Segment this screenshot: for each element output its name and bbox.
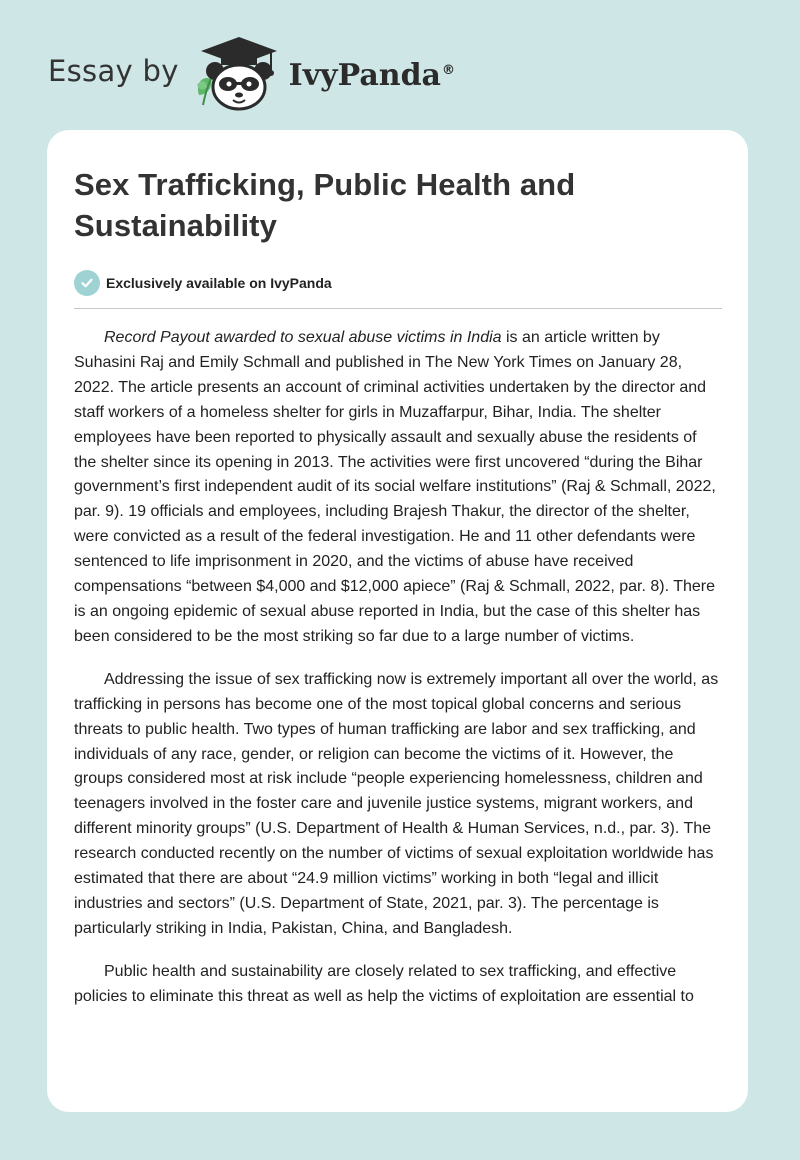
paragraph-1 xyxy=(74,326,722,650)
essay-title: Sex Trafficking, Public Health and Sustainability xyxy=(74,167,576,243)
ivypanda-wordmark xyxy=(289,58,455,93)
checkmark-circle-icon xyxy=(74,270,100,296)
brand-name-text: IvyPanda xyxy=(288,57,441,93)
paragraph-3: Public health and sustainability are closely related to sex trafficking, and effective policies to eliminate this threat as well as help the victims of exploitation are essential to xyxy=(74,962,694,1005)
essay-body xyxy=(74,326,722,1010)
exclusive-badge xyxy=(74,270,722,296)
paragraph-1-text: is an article written by Suhasini Raj and Emily Schmall and published in The New York Times on January 28, 2022. The article presents an account of criminal activities undertaken by the director and staff workers of a homeless shelter for girls in Muzaffarpur, Bihar, India. The shelter employees have been reported to physically assault and sexually abuse the residents of the shelter since its opening in 2013. The activities were first uncovered “during the Bihar government’s first independent audit of its social welfare institutions” (Raj & Schmall, 2022, par. 9). 19 officials and employees, including Brajesh Thakur, the director of the shelter, were convicted as a result of the federal investigation. He and 11 other defendants were sentenced to life imprisonment in 2020, and the victims of abuse have received compensations “between $4,000 and $12,000 apiece” (Raj & Schmall, 2022, par. 8). There is an ongoing epidemic of sexual abuse reported in India, but the case of this shelter has been considered to be the most striking so far due to a large number of victims. xyxy=(74,329,716,645)
divider xyxy=(74,308,722,309)
badge-label: Exclusively available on IvyPanda xyxy=(106,275,332,291)
registered-mark: ® xyxy=(442,62,455,78)
site-header-logo[interactable] xyxy=(48,34,455,114)
panda-graduate-logo-icon xyxy=(193,35,285,113)
essay-by-label: Essay by xyxy=(48,54,179,88)
article-title-italic: Record Payout awarded to sexual abuse victims in India xyxy=(104,329,502,346)
paragraph-2: Addressing the issue of sex trafficking now is extremely important all over the world, as trafficking in persons has become one of the most topical global concerns and serious threats to public health. Two types of human trafficking are labor and sex trafficking, and individuals of any race, gender, or religion can become the victims of it. However, the groups considered most at risk include “people experiencing homelessness, children and teenagers involved in the foster care and juvenile justice systems, migrant workers, and different minority groups” (U.S. Department of Health & Human Services, n.d., par. 3). The research conducted recently on the number of victims of sexual exploitation worldwide has estimated that there are about “24.9 million victims” working in both “legal and illicit industries and sectors” (U.S. Department of State, 2021, par. 3). The percentage is particularly striking in India, Pakistan, China, and Bangladesh. xyxy=(74,670,719,937)
essay-card xyxy=(47,130,748,1112)
